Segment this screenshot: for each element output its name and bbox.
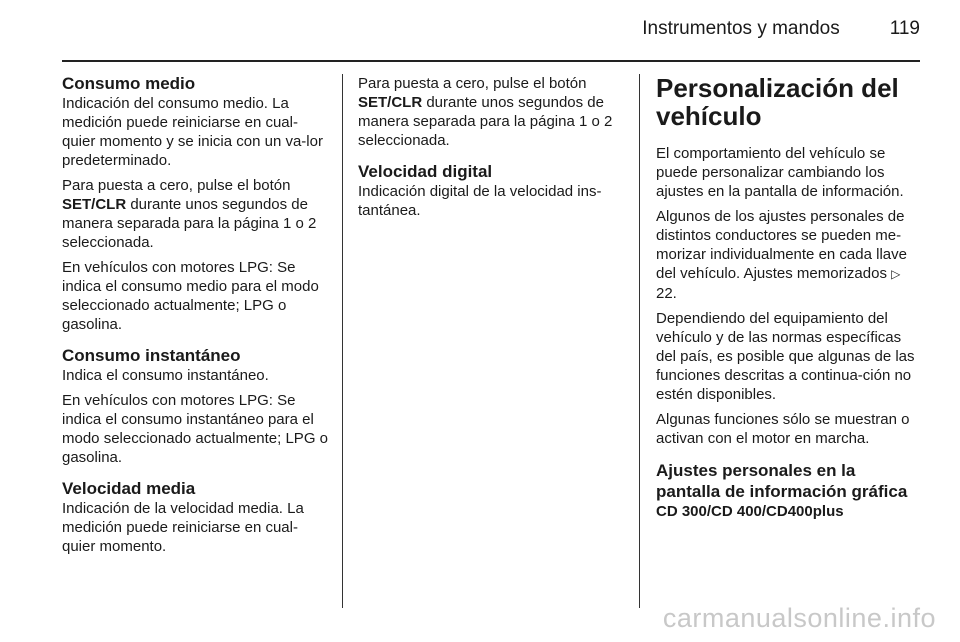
paragraph: Algunos de los ajustes personales de distintos conductores se pueden me-morizar individualmente en cada llave del vehículo. Ajustes memorizados ▷ 22. <box>656 208 907 302</box>
heading-velocidad-media: Velocidad media <box>62 479 196 498</box>
paragraph: Indica el consumo instantáneo. <box>62 367 269 384</box>
paragraph: Indicación digital de la velocidad ins-tantánea. <box>358 183 602 219</box>
heading-ajustes-personales: Ajustes personales en la pantalla de información gráfica <box>656 461 908 501</box>
column-divider <box>639 74 640 608</box>
key-label: SET/CLR <box>62 196 127 213</box>
heading-consumo-medio: Consumo medio <box>62 74 196 93</box>
paragraph: Indicación del consumo medio. La medición puede reiniciarse en cual-quier momento y se inicia con un va-lor predeterminado. <box>62 95 323 169</box>
paragraph: En vehículos con motores LPG: Se indica el consumo medio para el modo seleccionado actualmente; LPG o gasolina. <box>62 259 319 333</box>
paragraph: El comportamiento del vehículo se puede personalizar cambiando los ajustes en la pantalla de información. <box>656 145 904 200</box>
page-reference[interactable]: 22. <box>656 285 677 302</box>
subheading-models: CD 300/CD 400/CD400plus <box>656 503 844 520</box>
header-rule <box>62 60 920 62</box>
column-3 <box>656 74 922 521</box>
paragraph: En vehículos con motores LPG: Se indica el consumo instantáneo para el modo seleccionado actualmente; LPG o gasolina. <box>62 392 328 466</box>
column-divider <box>342 74 343 608</box>
paragraph: Indicación de la velocidad media. La medición puede reiniciarse en cual-quier momento. <box>62 500 304 555</box>
key-label: SET/CLR <box>358 94 423 111</box>
page-number: 119 <box>889 18 920 39</box>
heading-personalizacion: Personalización del vehículo <box>656 73 899 131</box>
heading-consumo-instantaneo: Consumo instantáneo <box>62 346 241 365</box>
paragraph: Para puesta a cero, pulse el botón SET/CLR durante unos segundos de manera separada para la página 1 o 2 seleccionada. <box>62 177 317 251</box>
page-reference-icon: ▷ <box>891 267 901 281</box>
section-title: Instrumentos y mandos <box>642 18 840 39</box>
paragraph: Para puesta a cero, pulse el botón SET/CLR durante unos segundos de manera separada para la página 1 o 2 seleccionada. <box>358 75 613 149</box>
heading-velocidad-digital: Velocidad digital <box>358 162 493 181</box>
column-2 <box>358 74 622 226</box>
paragraph: Algunas funciones sólo se muestran o activan con el motor en marcha. <box>656 411 910 447</box>
watermark: carmanualsonline.info <box>662 603 936 633</box>
paragraph: Dependiendo del equipamiento del vehículo y de las normas específicas del país, es posible que algunas de las funciones descritas a continua-ción no estén disponibles. <box>656 310 915 403</box>
page-header <box>62 18 920 48</box>
column-1 <box>62 74 328 562</box>
